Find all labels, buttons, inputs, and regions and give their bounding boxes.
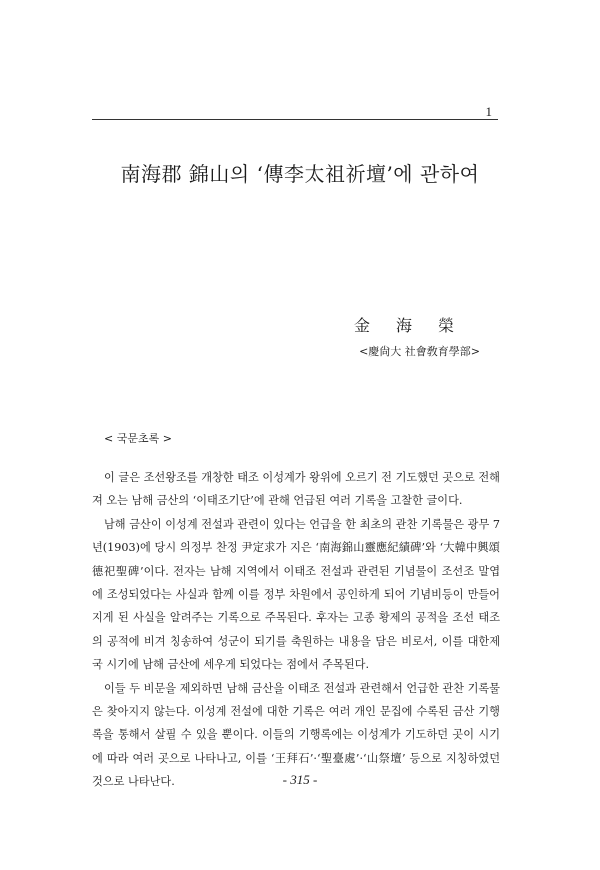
- footer-page-number: - 315 -: [282, 772, 318, 787]
- abstract-body: [92, 466, 500, 794]
- header-rule: [92, 119, 498, 120]
- abstract-paragraph: 이들 두 비문을 제외하면 남해 금산을 이태조 전설과 관련해서 언급한 관찬 기록물은 찾아지지 않는다. 이성계 전설에 대한 기록은 여러 개인 문집에 수록된 금산 기행록을 통해서 살필 수 있을 뿐이다. 이들의 기행록에는 이성계가 기도하던 곳이 시기에 따라 여러 곳으로 나타나고, 이를 ‘王拜石’·‘聖臺處’·‘山祭壇’ 등으로 지칭하였던 것으로 나타난다.: [92, 681, 500, 789]
- abstract-paragraph: 이 글은 조선왕조를 개창한 태조 이성계가 왕위에 오르기 전 기도했던 곳으로 전해져 오는 남해 금산의 ‘이태조기단’에 관해 언급된 여러 기록을 고찰한 글이다.: [92, 471, 500, 508]
- author-name: 金海榮: [353, 316, 480, 335]
- running-page-number: 1: [485, 104, 492, 119]
- abstract-paragraph: 남해 금산이 이성계 전설과 관련이 있다는 언급을 한 최초의 관찬 기록물은 광무 7년(1903)에 당시 의정부 찬정 尹定求가 지은 ‘南海錦山靈應紀績碑’와 ‘大韓中興頌德祀聖碑’이다. 전자는 남해 지역에서 이태조 전설과 관련된 기념물이 조선조 말엽에 조성되었다는 사실과 함께 이를 정부 차원에서 공인하게 되어 기념비등이 만들어지게 된 사실을 알려주는 기록으로 주목된다. 후자는 고종 황제의 공적을 조선 태조의 공적에 비겨 칭송하여 성군이 되기를 축원하는 내용을 담은 비로서, 이를 대한제국 시기에 남해 금산에 세우게 되었다는 점에서 주목된다.: [92, 517, 500, 672]
- author-affiliation: <慶尙大 社會敎育學部>: [359, 345, 480, 358]
- abstract-label: < 국문초록 >: [104, 432, 172, 445]
- paper-title: 南海郡 錦山의 ‘傳李太祖祈壇’에 관하여: [120, 162, 480, 186]
